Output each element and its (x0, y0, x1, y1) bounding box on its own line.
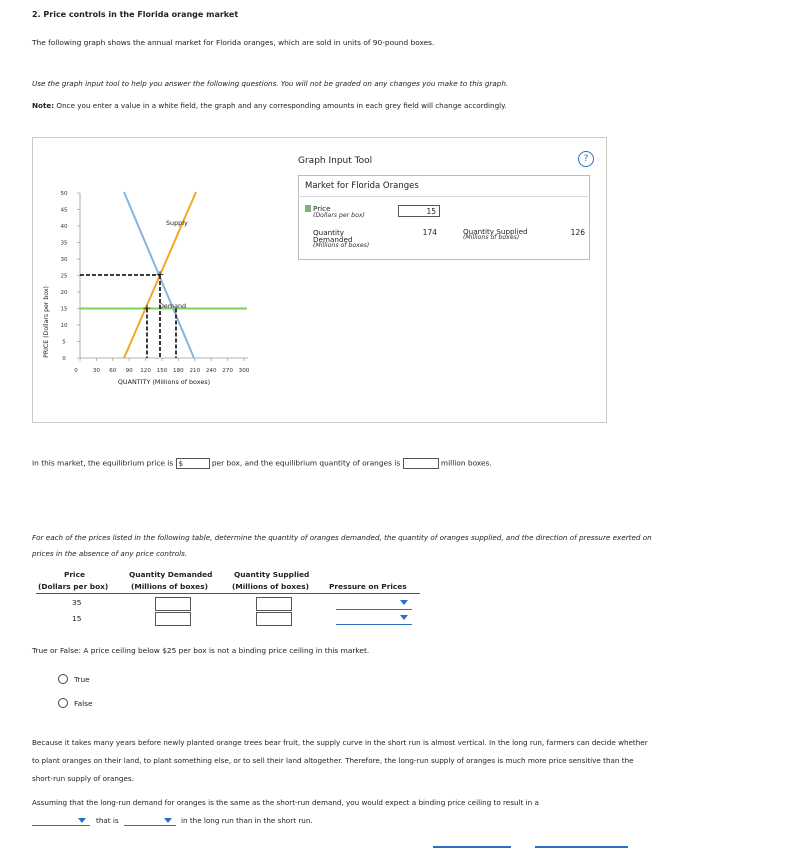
x-tick-label: 90 (125, 368, 133, 374)
qs-input-row1[interactable] (256, 597, 292, 611)
eq-text-3: million boxes. (440, 458, 492, 468)
y-axis-label: PRICE (Dollars per box) (43, 286, 50, 358)
y-tick-label: 35 (60, 240, 68, 247)
quantity-demanded-label-1: Quantity (313, 228, 345, 237)
that-is-text: that is (96, 816, 119, 825)
quantity-supplied-unit: (Millions of boxes) (463, 234, 520, 241)
supply-label: Supply (166, 219, 188, 227)
action-button-2[interactable] (535, 846, 628, 854)
quantity-demanded-label-2: Demanded (313, 235, 353, 244)
col-qs-unit: (Millions of boxes) (232, 582, 309, 591)
note-text (32, 101, 507, 110)
eq-text-2: per box, and the equilibrium quantity of oranges is (211, 458, 401, 468)
price-swatch-icon (305, 205, 311, 212)
x-tick-label: 0 (74, 368, 78, 374)
y-tick-label: 30 (60, 257, 68, 263)
qs-input-row2[interactable] (256, 612, 292, 626)
long-run-dropdown-1[interactable] (32, 815, 90, 826)
price-unit: (Dollars per box) (313, 212, 365, 219)
y-tick-label: 25 (60, 273, 68, 280)
market-title: Market for Florida Oranges (305, 181, 419, 191)
quantity-demanded-unit: (Millions of boxes) (313, 242, 370, 249)
y-tick-label: 10 (60, 323, 68, 329)
pressure-dropdown-row2[interactable] (336, 612, 412, 625)
x-tick-label: 210 (189, 368, 201, 374)
price-label: Price (313, 204, 331, 213)
note-label: Note: (32, 101, 55, 110)
x-tick-label: 180 (173, 368, 184, 374)
y-tick-label: 20 (60, 290, 68, 296)
question-title: 2. Price controls in the Florida orange market (32, 10, 239, 19)
quantity-supplied-value: 126 (570, 228, 585, 237)
col-qd-unit: (Millions of boxes) (131, 582, 208, 591)
y-tick-label: 40 (60, 224, 68, 230)
qd-input-row2[interactable] (155, 612, 191, 626)
y-tick-label: 0 (62, 356, 66, 362)
equilibrium-marker[interactable]: + (155, 268, 165, 281)
price-marker[interactable]: + (142, 301, 152, 315)
y-tick-label: 50 (60, 191, 68, 197)
col-pressure: Pressure on Prices (329, 582, 407, 591)
radio-false-label: False (74, 699, 93, 708)
x-tick-label: 300 (238, 368, 250, 374)
pressure-dropdown-row1[interactable] (336, 597, 412, 610)
equilibrium-quantity-input[interactable] (403, 458, 439, 469)
x-tick-label: 270 (222, 368, 233, 374)
graph-input-tool-title: Graph Input Tool (298, 156, 373, 166)
note-body: Once you enter a value in a white field, the graph and any corresponding amounts in each grey field will change accordingly. (54, 101, 507, 110)
long-run-dropdown-2[interactable] (124, 815, 176, 826)
x-tick-label: 120 (140, 368, 151, 374)
x-tick-label: 60 (109, 368, 117, 374)
x-tick-label: 240 (205, 368, 217, 374)
radio-false[interactable] (58, 698, 68, 708)
qd-input-row1[interactable] (155, 597, 191, 611)
long-run-question: Assuming that the long-run demand for oranges is the same as the short-run demand, you would expect a binding price ceiling to result in a (32, 798, 539, 807)
quantity-demanded-value: 174 (422, 228, 437, 237)
table-instructions: For each of the prices listed in the following table, determine the quantity of oranges demanded, the quantity of oranges supplied, and the direction of pressure exerted on prices in the absence of any price controls. (32, 533, 652, 558)
y-tick-label: 15 (60, 306, 68, 313)
x-tick-label: 30 (92, 368, 100, 374)
row-price-1: 35 (72, 598, 82, 607)
long-run-tail: in the long run than in the short run. (181, 816, 313, 825)
price-input[interactable]: 15 (398, 205, 440, 217)
true-false-question: True or False: A price ceiling below $25 per box is not a binding price ceiling in this market. (32, 646, 370, 655)
col-qd: Quantity Demanded (129, 570, 213, 579)
demand-label: Demand (159, 302, 187, 310)
radio-true[interactable] (58, 674, 68, 684)
col-qs: Quantity Supplied (234, 570, 310, 579)
divider (298, 196, 588, 197)
action-button-1[interactable] (433, 846, 511, 854)
col-price: Price (64, 570, 85, 579)
equilibrium-price-input[interactable]: $ (176, 458, 210, 469)
radio-true-label: True (74, 675, 90, 684)
eq-text-1: In this market, the equilibrium price is (32, 458, 174, 468)
table-header-rule (36, 593, 420, 594)
x-tick-label: 150 (156, 368, 168, 374)
equilibrium-sentence (32, 458, 492, 469)
quantity-supplied-label: Quantity Supplied (463, 227, 528, 236)
row-price-2: 15 (72, 614, 82, 623)
long-run-paragraph: Because it takes many years before newly planted orange trees bear fruit, the supply curve in the short run is almost vertical. In the long run, farmers can decide whether to plant oranges on their land, to plant something else, or to sell their land altogether. Therefore, the long-run supply of oranges is much more price sensitive than the short-run supply of oranges. (32, 738, 648, 783)
y-tick-label: 45 (60, 207, 68, 214)
question-intro: The following graph shows the annual market for Florida oranges, which are sold in units of 90-pound boxes. (32, 38, 435, 47)
instruction-note: Use the graph input tool to help you answer the following questions. You will not be graded on any changes you make to this graph. (32, 79, 509, 88)
y-tick-label: 5 (62, 339, 66, 346)
supply-demand-graph[interactable] (36, 180, 276, 390)
help-icon[interactable]: ? (578, 151, 594, 167)
col-price-unit: (Dollars per box) (38, 582, 109, 591)
x-axis-label: QUANTITY (Millions of boxes) (117, 378, 211, 386)
